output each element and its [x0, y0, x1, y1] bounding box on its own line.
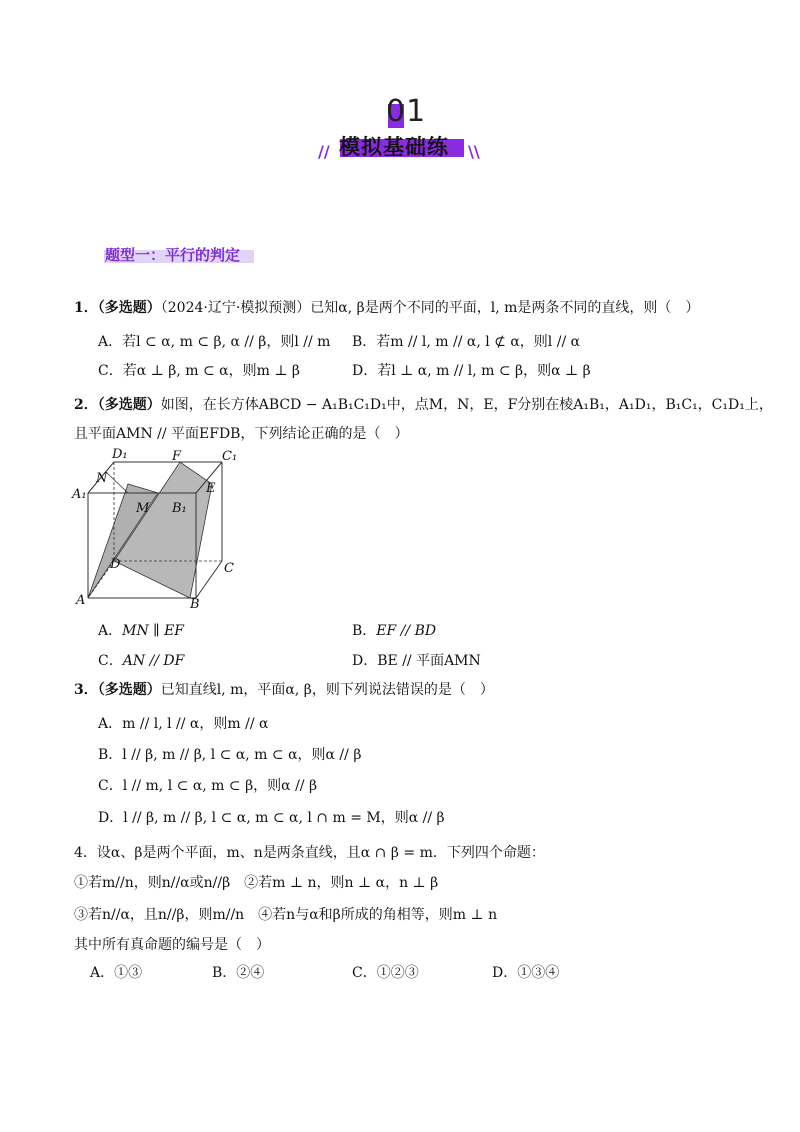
- question-1-stem: [74, 297, 699, 317]
- q1-option-b: B．若m // l, m // α, l ⊄ α，则l // α: [352, 334, 581, 350]
- label-c: C: [224, 561, 234, 576]
- q4-option-a: A．①③: [90, 965, 143, 981]
- q4-option-b: B．②④: [212, 965, 265, 981]
- label-c1: C₁: [222, 449, 238, 464]
- label-m: M: [136, 501, 150, 516]
- q3-option-b: B．l // β, m // β, l ⊂ α, m ⊂ α，则α // β: [98, 747, 362, 763]
- q2-option-c: C．AN // DF: [98, 653, 185, 669]
- question-2-stem-line1: [74, 394, 773, 414]
- left-slash-decoration: //: [318, 142, 330, 161]
- question-4-stem: [74, 842, 545, 862]
- question-text: 已知直线l, m，平面α, β，则下列说法错误的是（ ）: [160, 682, 494, 698]
- q2-option-a: A．MN ∥ EF: [98, 623, 185, 639]
- q1-option-a: A．若l ⊂ α, m ⊂ β, α // β，则l // m: [98, 334, 331, 350]
- question-number: 1．: [74, 300, 98, 316]
- question-text: 设α、β是两个平面，m、n是两条直线，且α ∩ β = m．下列四个命题：: [96, 845, 545, 861]
- q4-propositions-1-2: ①若m//n，则n//α或n//β ②若m ⊥ n，则n ⊥ α，n ⊥ β: [74, 875, 439, 891]
- label-n: N: [96, 471, 108, 486]
- q2-option-d: D．BE // 平面AMN: [352, 653, 481, 669]
- question-tag: （多选题）: [97, 397, 161, 413]
- question-text: 如图，在长方体ABCD − A₁B₁C₁D₁中，点M，N，E，F分别在棱A₁B₁，A₁D₁，B₁C₁，C₁D₁上，: [160, 397, 773, 413]
- label-a1: A₁: [72, 487, 87, 502]
- label-d: D: [110, 557, 121, 572]
- section-title: 模拟基础练: [339, 135, 449, 159]
- q3-option-a: A．m // l, l // α，则m // α: [98, 716, 269, 732]
- label-b: B: [190, 597, 200, 612]
- label-d1: D₁: [112, 447, 128, 462]
- label-f: F: [172, 449, 182, 464]
- question-tag: （多选题）: [97, 682, 161, 698]
- label-b1: B₁: [172, 501, 187, 516]
- question-number: 3．: [74, 682, 98, 698]
- q4-option-d: D．①③④: [492, 965, 560, 981]
- label-e: E: [206, 481, 216, 496]
- q4-propositions-3-4: ③若n//α，且n//β，则m//n ④若n与α和β所成的角相等，则m ⊥ n: [74, 907, 498, 923]
- question-number: 4．: [74, 845, 97, 861]
- right-slash-decoration: \\: [468, 142, 480, 161]
- question-number: 2．: [74, 397, 98, 413]
- cuboid-figure: [66, 446, 246, 614]
- q1-option-d: D．若l ⊥ α, m // l, m ⊂ β，则α ⊥ β: [352, 363, 591, 379]
- question-3-stem: [74, 679, 494, 699]
- question-tag: （多选题）: [97, 300, 161, 316]
- q2-option-b: B．EF // BD: [352, 623, 437, 639]
- q4-option-c: C．①②③: [352, 965, 419, 981]
- type-heading: 题型一：平行的判定: [105, 246, 241, 264]
- label-a: A: [76, 593, 86, 608]
- question-text: （2024·辽宁·模拟预测）已知α, β是两个不同的平面，l, m是两条不同的直线，则（ ）: [160, 300, 700, 316]
- q3-option-c: C．l // m, l ⊂ α, m ⊂ β，则α // β: [98, 778, 318, 794]
- q1-option-c: C．若α ⊥ β, m ⊂ α，则m ⊥ β: [98, 363, 301, 379]
- q3-option-d: D．l // β, m // β, l ⊂ α, m ⊂ α, l ∩ m = M，则α // β: [98, 810, 445, 826]
- section-number: 01: [386, 94, 427, 129]
- q4-prompt: 其中所有真命题的编号是（ ）: [74, 937, 270, 953]
- question-2-stem-line2: 且平面AMN // 平面EFDB，下列结论正确的是（ ）: [74, 426, 409, 442]
